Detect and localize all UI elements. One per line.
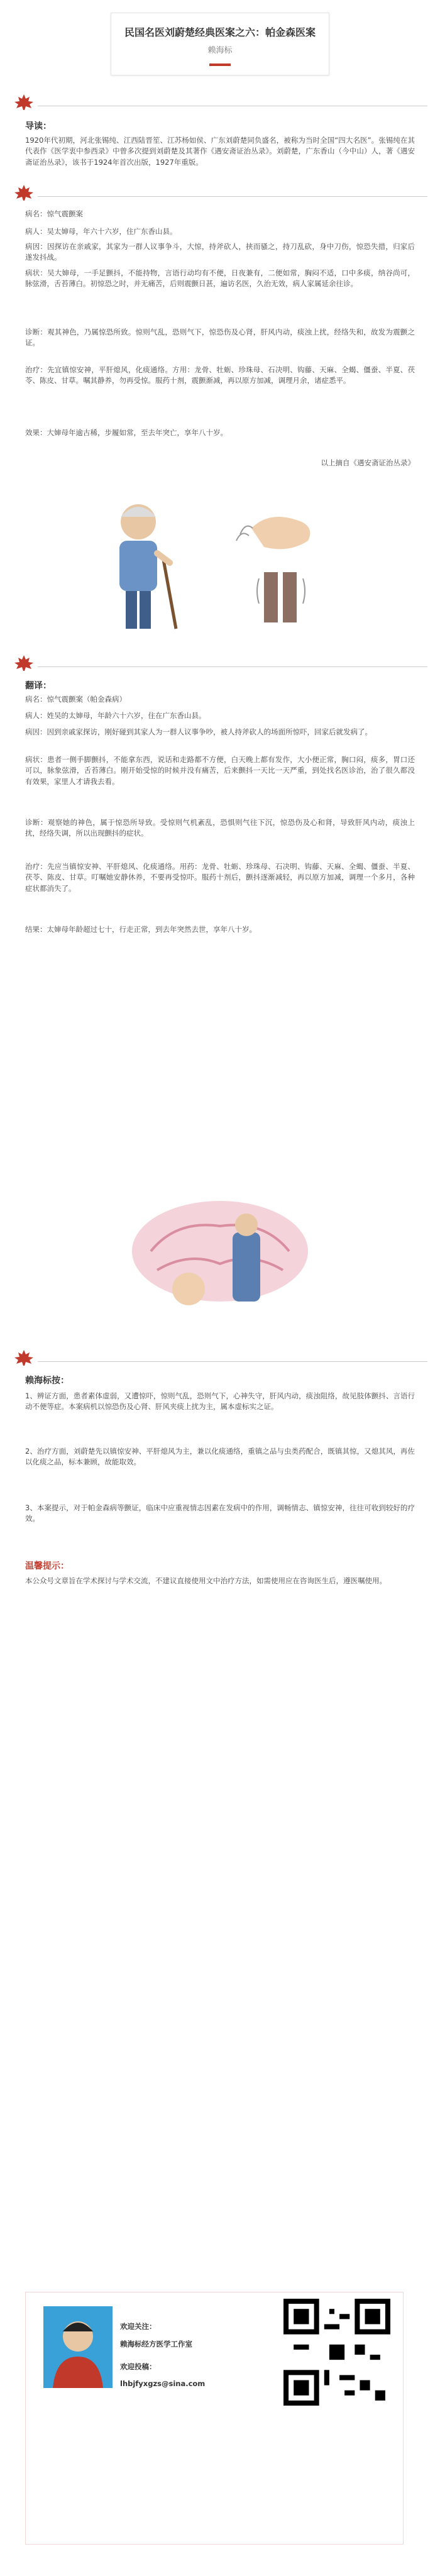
- qr-code[interactable]: [283, 2299, 390, 2406]
- translation-paragraph: 诊断：观察她的神色，属于惊恐所导致。受惊则气机紊乱，恐惧则气往下沉，惊恐伤及心和肾，导致肝风内动，痰浊上扰，经络失调，所以出现颤抖的症状。: [25, 818, 415, 838]
- commentary-paragraph: 1、辨证方面，患者素体虚弱，又遭惊吓，惊则气乱，恐则气下，心神失守，肝风内动，痰浊阻络，故见肢体颤抖、言语行动不便等症。本案病机以惊恐伤及心肾、肝风夹痰上扰为主，属本虚标实之证。: [25, 1391, 415, 1412]
- commentary-paragraph: 3、本案提示，对于帕金森病等颤证，临床中应重视情志因素在发病中的作用，调畅情志、镇惊安神，往往可收到较好的疗效。: [25, 1503, 415, 1523]
- translation-paragraph: 结果：太婶母年龄超过七十，行走正常，到去年突然去世，享年八十岁。: [25, 925, 256, 934]
- maple-leaf-icon: [13, 93, 35, 111]
- maple-leaf-icon: [13, 184, 35, 201]
- commentary-paragraph: 2、治疗方面，刘蔚楚先以镇惊安神、平肝熄风为主，兼以化痰通络，重镇之品与虫类药配合，既镇其惊，又熄其风，再佐以化痰之品，标本兼顾，故能取效。: [25, 1447, 415, 1467]
- case-paragraph: 治疗：先宜镇惊安神，平肝熄风，化痰通络。方用：龙骨、牡蛎、珍珠母、石决明、钩藤、天麻、全蝎、僵蚕、半夏、茯苓、陈皮、甘草。嘱其静养，勿再受惊。服药十剂，震颤渐减，再以原方加减，调理月余，诸症悉平。: [25, 365, 415, 385]
- submit-label: 欢迎投稿：: [120, 2362, 157, 2371]
- brain-illustration: [113, 1195, 327, 1320]
- case-paragraph: 效果：大婶母年逾古稀，步履如常，至去年突亡，享年八十岁。: [25, 428, 228, 437]
- commentary-heading: 赖海标按：: [25, 1376, 69, 1386]
- follow-label: 欢迎关注：: [120, 2322, 157, 2331]
- title-accent-bar: [209, 64, 231, 66]
- maple-leaf-icon: [13, 1349, 35, 1366]
- maple-leaf-icon: [13, 654, 35, 672]
- translation-paragraph: 治疗：先应当镇惊安神、平肝熄风、化痰通络。用药：龙骨、牡蛎、珍珠母、石决明、钩藤、天麻、全蝎、僵蚕、半夏、茯苓、陈皮、甘草。叮嘱她安静休养，不要再受惊吓。服药十剂后，颤抖逐渐减轻，再以原方加减，调理一个多月，各种症状都消失了。: [25, 862, 415, 893]
- title-card: [111, 13, 329, 75]
- case-paragraph: 病状：吴大婶母，一手足颤抖，不能持物，言语行动均有不便，日夜兼有，二便如常，胸闷不适，口中多痰，纳谷尚可，脉弦滑，舌苔薄白。初惊恐之时，并无痛苦，后则震颤日甚，遍访名医，久治无效，病人家属延余往诊。: [25, 268, 415, 289]
- studio-name: 赖海标经方医学工作室: [120, 2340, 192, 2348]
- section-divider: [38, 196, 427, 197]
- case-title: 病名：惊气震颤案: [25, 209, 83, 218]
- footer-card: [25, 2292, 404, 2545]
- intro-text: 1920年代初期，河北张锡纯、江西陆晋笙、江苏杨如侯、广东刘蔚楚同负盛名，被称为当时全国“四大名医”。张锡纯在其代表作《医学衷中参西录》中曾多次提到刘蔚楚及其著作《遇安斋证治丛录》。刘蔚楚，广东香山（今中山）人，著《遇安斋证治丛录》，该书于1924年首次出版，1927年重版。: [25, 136, 415, 167]
- doctor-photo: [43, 2306, 113, 2388]
- translation-paragraph: 病人：姓吴的太婶母，年龄六十六岁，住在广东香山县。: [25, 711, 206, 720]
- page-title: 民国名医刘蔚楚经典医案之六：帕金森医案: [124, 26, 316, 38]
- section-divider: [38, 1361, 427, 1362]
- translation-paragraph: 病状：患者一侧手脚颤抖，不能拿东西，说话和走路都不方便，白天晚上都有发作，大小便正常，胸口闷，痰多，胃口还可以，脉象弦滑，舌苔薄白。刚开始受惊的时候并没有痛苦，后来颤抖一天比一天严重，到处找名医诊治，治了很久都没有效果，家里人才请我去看。: [25, 755, 415, 786]
- case-paragraph: 病因：因探访在亲戚家，其家为一群人议事争斗，大惊，持斧砍人，挟而骚之，持刀乱砍，身中刀伤，惊恐失措，归家后遂发抖战。: [25, 242, 415, 262]
- source-note: 以上摘自《遇安斋证治丛录》: [321, 458, 415, 467]
- case-paragraph: 病人：吴太婶母，年六十六岁，住广东香山县。: [25, 227, 177, 236]
- translation-paragraph: 病因：因到亲戚家探访，刚好碰到其家人为一群人议事争吵，被人持斧砍人的场面所惊吓，回家后就发病了。: [25, 727, 372, 736]
- case-paragraph: 诊断：观其神色，乃属惊恐所致。惊则气乱，恐则气下，惊恐伤及心肾，肝风内动，痰浊上扰，经络失和，故发为震颤之证。: [25, 328, 415, 348]
- translation-title: 病名：惊气震颤案（帕金森病）: [25, 695, 126, 704]
- reminder-text: 本公众号文章旨在学术探讨与学术交流，不建议直接使用文中治疗方法，如需使用应在咨询医生后，遵医嘱使用。: [25, 1576, 387, 1585]
- author-name: 赖海标: [207, 46, 233, 55]
- translation-heading: 翻译：: [25, 681, 52, 691]
- reminder-heading: 温馨提示：: [25, 1561, 69, 1571]
- intro-heading: 导读：: [25, 121, 52, 131]
- tremor-illustration: [75, 484, 365, 635]
- contact-email[interactable]: lhbjfyxgzs@sina.com: [120, 2379, 206, 2388]
- section-divider: [38, 666, 427, 667]
